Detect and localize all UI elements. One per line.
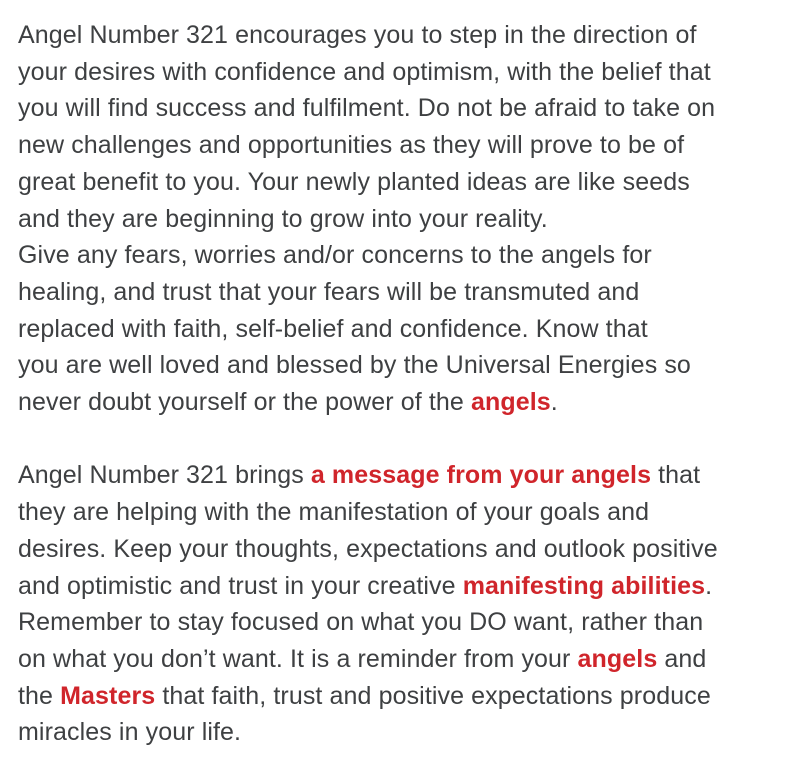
emphasis-red: a message from your angels	[310, 461, 652, 490]
text-segment: you are well loved and blessed by the Universal Energies so	[18, 351, 691, 380]
text-line	[18, 17, 770, 54]
text-line	[18, 641, 770, 678]
text-line	[18, 494, 770, 531]
text-segment: Give any fears, worries and/or concerns to the angels for	[18, 241, 652, 270]
text-line	[18, 164, 770, 201]
text-line	[18, 531, 770, 568]
paragraph	[18, 17, 770, 421]
text-line	[18, 678, 770, 715]
text-segment: miracles in your life.	[18, 718, 242, 747]
text-line	[18, 384, 770, 421]
text-segment: the	[18, 681, 61, 710]
text-segment: new challenges and opportunities as they will prove to be of	[18, 131, 685, 160]
text-segment: replaced with faith, self-belief and confidence. Know that	[18, 314, 648, 343]
text-segment: .	[705, 571, 713, 600]
text-line	[18, 127, 770, 164]
text-segment: Remember to stay focused on what you DO want, rather than	[18, 608, 704, 637]
text-line	[18, 237, 770, 274]
text-segment: desires. Keep your thoughts, expectations and outlook positive	[18, 534, 718, 563]
emphasis-red: angels	[470, 388, 551, 417]
text-line	[18, 90, 770, 127]
text-segment: .	[550, 388, 558, 417]
text-line	[18, 347, 770, 384]
text-segment: never doubt yourself or the power of the	[18, 388, 471, 417]
text-line	[18, 568, 770, 605]
paragraph	[18, 457, 770, 751]
text-line	[18, 604, 770, 641]
text-segment: you will find success and fulfilment. Do not be afraid to take on	[18, 94, 716, 123]
text-segment: that faith, trust and positive expectations produce	[155, 681, 711, 710]
text-segment: healing, and trust that your fears will be transmuted and	[18, 277, 640, 306]
text-segment: Angel Number 321 brings	[18, 461, 311, 490]
emphasis-red: angels	[577, 644, 658, 673]
emphasis-red: Masters	[60, 681, 156, 710]
text-segment: great benefit to you. Your newly planted ideas are like seeds	[18, 167, 690, 196]
text-segment: that	[651, 461, 701, 490]
text-segment: your desires with confidence and optimism, with the belief that	[18, 57, 711, 86]
emphasis-red: manifesting abilities	[462, 571, 706, 600]
text-segment: and they are beginning to grow into your reality.	[18, 204, 548, 233]
text-segment: Angel Number 321 encourages you to step in the direction of	[18, 21, 697, 49]
text-segment: they are helping with the manifestation of your goals and	[18, 498, 650, 527]
text-segment: on what you don’t want. It is a reminder from your	[18, 644, 578, 673]
text-line	[18, 201, 770, 238]
text-segment: and	[657, 644, 707, 673]
text-segment: and optimistic and trust in your creative	[18, 571, 463, 600]
text-line	[18, 311, 770, 348]
text-line	[18, 54, 770, 91]
text-line	[18, 714, 770, 751]
text-line	[18, 457, 770, 494]
text-line	[18, 274, 770, 311]
